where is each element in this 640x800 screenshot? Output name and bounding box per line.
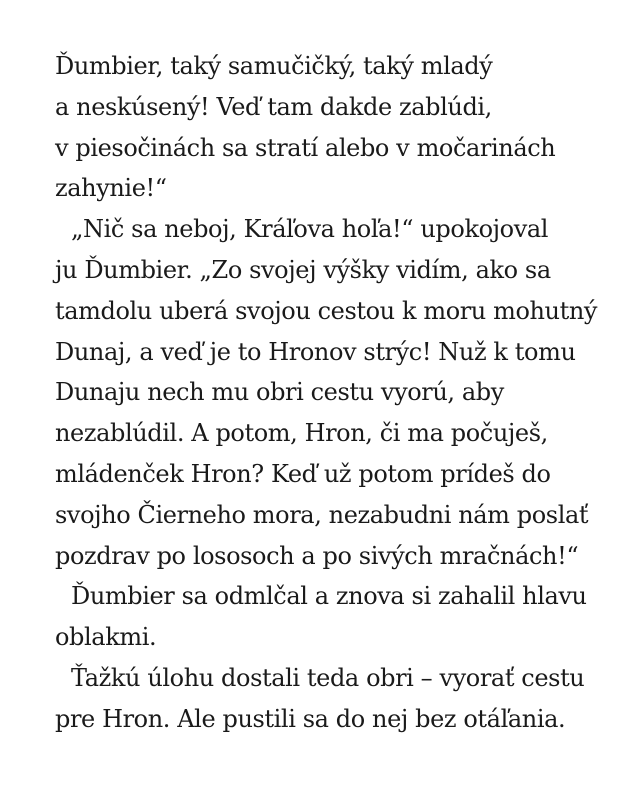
text-line: ju Ďumbier. „Zo svojej výšky vidím, ako sa [55,255,551,284]
story-text [55,46,615,740]
text-line: mládenček Hron? Keď už potom prídeš do [55,459,551,488]
text-line: oblakmi. [55,623,157,652]
text-line: a neskúsený! Veď tam dakde zablúdi, [55,92,492,121]
text-line: Ďumbier, taký samučičký, taký mladý [55,52,493,80]
text-line: Dunaj, a veď je to Hronov strýc! Nuž k tomu [55,337,576,366]
text-line: v piesočinách sa stratí alebo v močarinách [55,133,556,162]
text-line: zahynie!“ [55,174,167,203]
text-line: „Nič sa neboj, Kráľova hoľa!“ upokojoval [71,215,549,244]
text-line: nezablúdil. A potom, Hron, či ma počuješ, [55,419,548,448]
text-line: svojho Čierneho mora, nezabudni nám poslať [55,500,589,529]
text-line: pozdrav po lososoch a po sivých mračnách!“ [55,541,579,570]
text-line: Ťažkú úlohu dostali teda obri – vyorať cestu [71,663,585,692]
text-line: Ďumbier sa odmlčal a znova si zahalil hlavu [71,582,587,611]
text-line: tamdolu uberá svojou cestou k moru mohutný [55,296,598,325]
text-line: pre Hron. Ale pustili sa do nej bez otáľania. [55,704,566,733]
text-line: Dunaju nech mu obri cestu vyorú, aby [55,378,504,407]
